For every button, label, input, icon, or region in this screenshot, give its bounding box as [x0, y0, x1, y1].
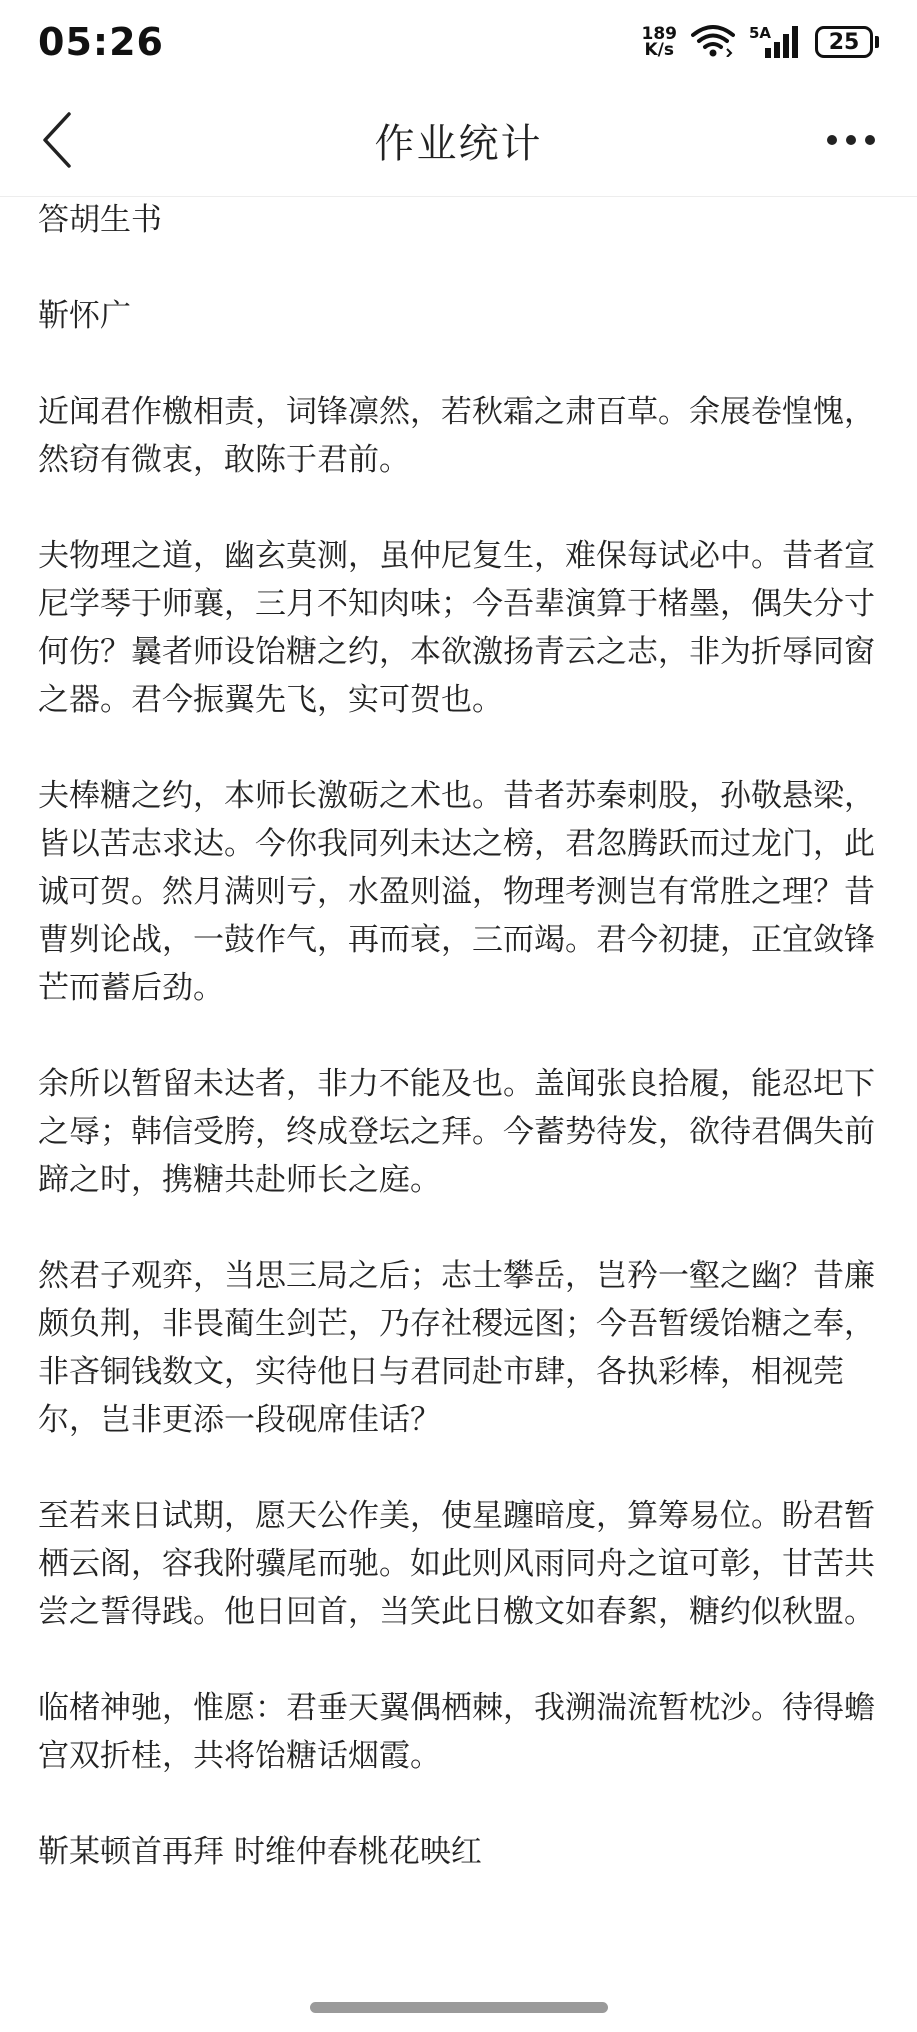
navigation-bar: [0, 84, 917, 197]
letter-paragraph: 近闻君作檄相责，词锋凛然，若秋霜之肃百草。余展卷惶愧，然窃有微衷，敢陈于君前。: [38, 394, 875, 478]
battery-level: 25: [815, 26, 873, 58]
network-speed: [642, 26, 678, 58]
status-time: 05:26: [38, 20, 164, 64]
letter-paragraph: 夫棒糖之约，本师长激砺之术也。昔者苏秦刺股，孙敬悬梁，皆以苦志求达。今你我同列未达之榜，君忽腾跃而过龙门，此诚可贺。然月满则亏，水盈则溢，物理考测岂有常胜之理？昔曹刿论战，一鼓作气，再而衰，三而竭。君今初捷，正宜敛锋芒而蓄后劲。: [38, 778, 875, 1006]
chevron-left-icon: [39, 111, 75, 169]
letter-closing: 靳某顿首再拜 时维仲春桃花映红: [38, 1834, 482, 1870]
battery-icon: [815, 26, 879, 58]
network-speed-value: 189: [641, 24, 677, 44]
cell-signal-icon: [749, 24, 801, 60]
letter-content: [38, 196, 888, 1876]
letter-paragraph: 夫物理之道，幽玄莫测，虽仲尼复生，难保每试必中。昔者宣尼学琴于师襄，三月不知肉味；今吾辈演算于楮墨，偶失分寸何伤？曩者师设饴糖之约，本欲激扬青云之志，非为折辱同窗之器。君今振翼先飞，实可贺也。: [38, 538, 875, 718]
more-options-button[interactable]: [823, 120, 879, 160]
more-dots-icon: [826, 134, 876, 146]
letter-paragraph: 临楮神驰，惟愿：君垂天翼偶栖棘，我溯湍流暂枕沙。待得蟾宫双折桂，共将饴糖话烟霞。: [38, 1690, 875, 1774]
status-icons: [642, 23, 880, 61]
back-button[interactable]: [30, 108, 84, 172]
letter-paragraph: 至若来日试期，愿天公作美，使星躔暗度，算筹易位。盼君暂栖云阁，容我附骥尾而驰。如此则风雨同舟之谊可彰，甘苦共尝之誓得践。他日回首，当笑此日檄文如春絮，糖约似秋盟。: [38, 1498, 875, 1630]
cell-signal-label: 5A: [749, 24, 772, 42]
letter-paragraph: 然君子观弈，当思三局之后；志士攀岳，岂矜一壑之幽？昔廉颇负荆，非畏蔺生剑芒，乃存社稷远图；今吾暂缓饴糖之奉，非吝铜钱数文，实待他日与君同赴市肆，各执彩棒，相视莞尔，岂非更添一段砚席佳话？: [38, 1258, 875, 1438]
wifi-icon: [691, 23, 735, 61]
letter-title: 答胡生书: [38, 202, 162, 238]
letter-paragraph: 余所以暂留未达者，非力不能及也。盖闻张良拾履，能忍圯下之辱；韩信受胯，终成登坛之拜。今蓄势待发，欲待君偶失前蹄之时，携糖共赴师长之庭。: [38, 1066, 875, 1198]
home-indicator[interactable]: [310, 2002, 608, 2013]
letter-author: 靳怀广: [38, 298, 131, 334]
cell-signal: [749, 24, 801, 60]
battery-cap: [875, 36, 879, 48]
status-bar: [0, 0, 917, 84]
network-speed-unit: K/s: [644, 40, 674, 60]
page-title: 作业统计: [374, 120, 543, 167]
